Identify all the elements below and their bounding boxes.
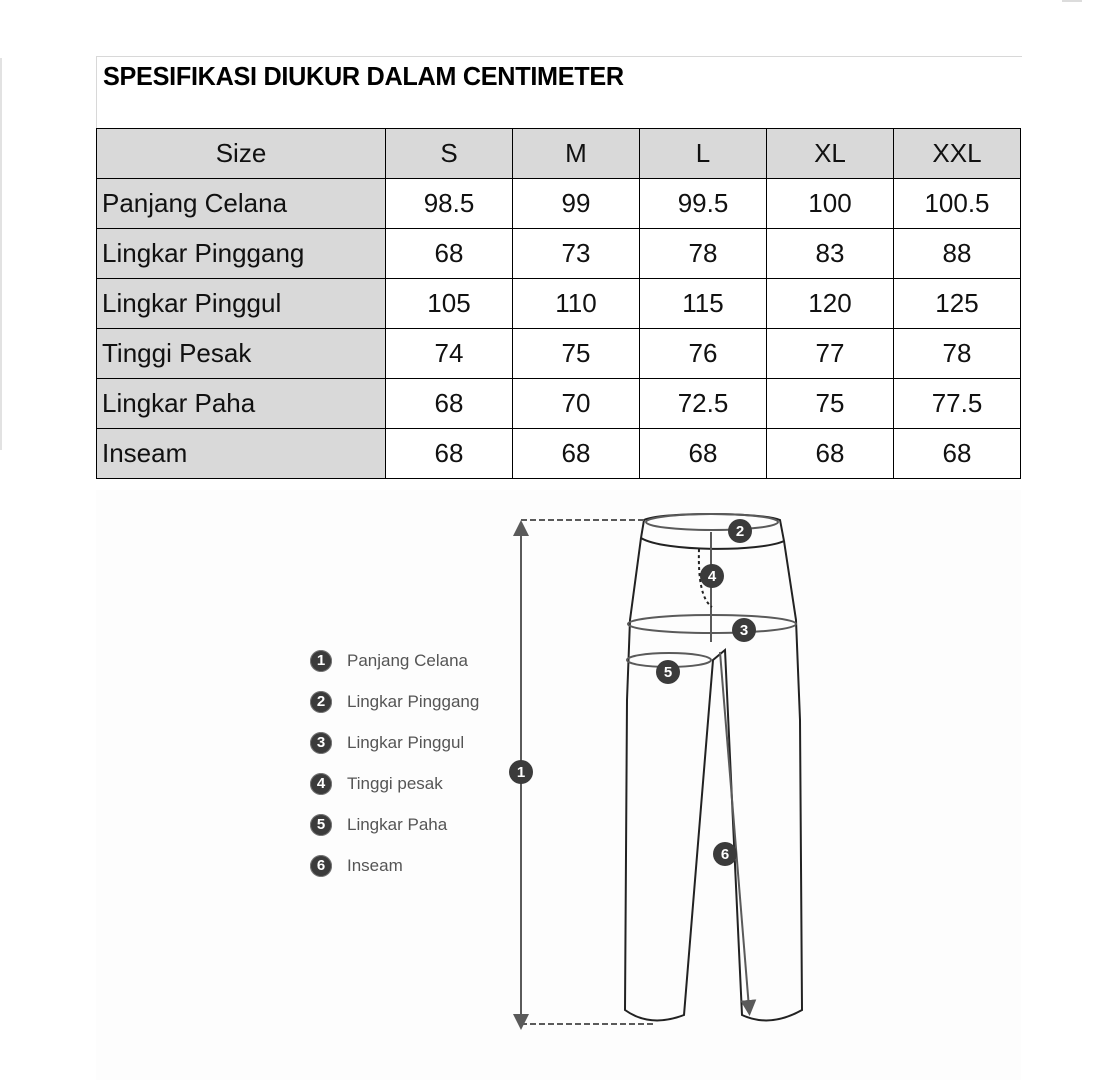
sheet-title: SPESIFIKASI DIUKUR DALAM CENTIMETER <box>103 61 624 91</box>
number-badge-icon: 6 <box>310 855 332 877</box>
svg-text:5: 5 <box>663 664 673 681</box>
marker-6-icon <box>713 842 737 866</box>
row-label: Panjang Celana <box>97 179 386 229</box>
cell: 72.5 <box>640 379 767 429</box>
cell: 99.5 <box>640 179 767 229</box>
header-size: Size <box>97 129 386 179</box>
measurement-legend <box>310 640 479 886</box>
cell: 68 <box>513 429 640 479</box>
cell: 74 <box>386 329 513 379</box>
legend-label: Inseam <box>347 855 403 875</box>
marker-3-icon <box>732 618 756 642</box>
marker-1-icon <box>509 760 533 784</box>
marker-2-icon <box>728 519 752 543</box>
cell: 100.5 <box>894 179 1021 229</box>
svg-text:2: 2 <box>735 523 745 540</box>
cell: 76 <box>640 329 767 379</box>
cell: 75 <box>513 329 640 379</box>
row-label: Tinggi Pesak <box>97 329 386 379</box>
row-label: Lingkar Pinggul <box>97 279 386 329</box>
inseam-measure-icon <box>720 652 749 1008</box>
cell: 77.5 <box>894 379 1021 429</box>
svg-text:1: 1 <box>516 764 526 781</box>
length-measure-icon <box>521 520 655 1024</box>
header-xxl: XXL <box>894 129 1021 179</box>
cell: 99 <box>513 179 640 229</box>
header-m: M <box>513 129 640 179</box>
row-label: Lingkar Pinggang <box>97 229 386 279</box>
cell: 70 <box>513 379 640 429</box>
marker-4-icon <box>700 564 724 588</box>
legend-label: Lingkar Paha <box>347 814 448 834</box>
header-s: S <box>386 129 513 179</box>
legend-item <box>310 640 479 681</box>
cell: 125 <box>894 279 1021 329</box>
legend-item <box>310 804 479 845</box>
cell: 100 <box>767 179 894 229</box>
cell: 120 <box>767 279 894 329</box>
legend-label: Panjang Celana <box>347 650 468 670</box>
svg-text:4: 4 <box>707 568 717 585</box>
cell: 88 <box>894 229 1021 279</box>
number-badge-icon: 2 <box>310 691 332 713</box>
cell: 115 <box>640 279 767 329</box>
cell: 68 <box>386 229 513 279</box>
legend-item <box>310 681 479 722</box>
cell: 75 <box>767 379 894 429</box>
cell: 83 <box>767 229 894 279</box>
waist-measure-icon <box>646 514 778 530</box>
svg-text:6: 6 <box>720 846 730 863</box>
svg-text:3: 3 <box>739 622 749 639</box>
legend-label: Lingkar Pinggul <box>347 732 465 752</box>
legend-item <box>310 845 479 886</box>
cell: 110 <box>513 279 640 329</box>
cell: 68 <box>767 429 894 479</box>
number-badge-icon: 1 <box>310 650 332 672</box>
row-label: Lingkar Paha <box>97 379 386 429</box>
pants-outline-icon <box>625 514 802 1020</box>
header-l: L <box>640 129 767 179</box>
number-badge-icon: 4 <box>310 773 332 795</box>
legend-label: Tinggi pesak <box>347 773 443 793</box>
legend-item <box>310 722 479 763</box>
number-badge-icon: 3 <box>310 732 332 754</box>
cell: 68 <box>640 429 767 479</box>
cell: 68 <box>386 429 513 479</box>
number-badge-icon: 5 <box>310 814 332 836</box>
cell: 98.5 <box>386 179 513 229</box>
cell: 73 <box>513 229 640 279</box>
header-xl: XL <box>767 129 894 179</box>
cell: 68 <box>386 379 513 429</box>
row-label: Inseam <box>97 429 386 479</box>
cell: 105 <box>386 279 513 329</box>
cell: 68 <box>894 429 1021 479</box>
legend-label: Lingkar Pinggang <box>347 691 480 711</box>
cell: 78 <box>640 229 767 279</box>
legend-item <box>310 763 479 804</box>
cell: 77 <box>767 329 894 379</box>
cell: 78 <box>894 329 1021 379</box>
marker-5-icon <box>656 660 680 684</box>
